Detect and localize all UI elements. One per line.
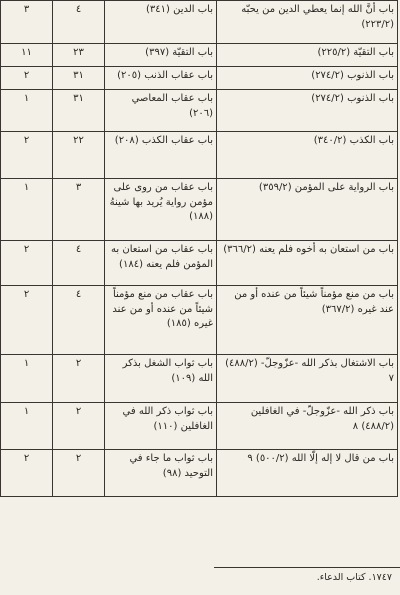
bab-cell: باب عقاب الكذب (٢٠٨) [105, 132, 217, 179]
table-row [1, 286, 398, 355]
number-cell: ٢ [1, 241, 53, 286]
number-cell: ٢ [1, 132, 53, 179]
count-cell: ٢٣ [53, 44, 105, 67]
number-cell: ٣ [1, 1, 53, 44]
table-row [1, 241, 398, 286]
table-row [1, 67, 398, 90]
count-cell: ٣١ [53, 90, 105, 132]
chapter-cell: باب من قال لا إله إلّا الله (٥٠٠/٢) ٩ [217, 450, 398, 497]
number-cell: ١ [1, 403, 53, 450]
number-cell: ١ [1, 90, 53, 132]
chapter-cell: باب ذكر الله -عزّوجلّ- في الغافلين (٤٨٨/٢) ٨ [217, 403, 398, 450]
table-row [1, 1, 398, 44]
chapter-cell: باب أنَّ الله إنما يعطي الدين من يحبّه (٢٢٣/٢) [217, 1, 398, 44]
count-cell: ٢ [53, 355, 105, 403]
footnote-divider [214, 567, 400, 568]
chapter-cell: باب من استعان به أخوه فلم يعنه (٣٦٦/٢) [217, 241, 398, 286]
bab-cell: باب الدين (٣٤١) [105, 1, 217, 44]
bab-cell: باب ثواب الشغل بذكر الله (١٠٩) [105, 355, 217, 403]
table-row [1, 90, 398, 132]
bab-cell: باب عقاب من استعان به المؤمن فلم يعنه (١٨٤) [105, 241, 217, 286]
count-cell: ٣ [53, 179, 105, 241]
bab-cell: باب عقاب المعاصي (٢٠٦) [105, 90, 217, 132]
count-cell: ٢ [53, 450, 105, 497]
bab-cell: باب عقاب الذنب (٢٠٥) [105, 67, 217, 90]
chapter-cell: باب من منع مؤمناً شيئاً من عنده أو من عند غيره (٣٦٧/٢) [217, 286, 398, 355]
number-cell: ١١ [1, 44, 53, 67]
footnote: ١٧٤٧. كتاب الدعاء. [316, 572, 392, 583]
bab-cell: باب عقاب من منع مؤمناً شيئاً من عنده أو من عند غيره (١٨٥) [105, 286, 217, 355]
count-cell: ٤ [53, 1, 105, 44]
number-cell: ٢ [1, 450, 53, 497]
table-row [1, 450, 398, 497]
number-cell: ٢ [1, 286, 53, 355]
chapter-cell: باب الرواية على المؤمن (٣٥٩/٢) [217, 179, 398, 241]
count-cell: ٢٢ [53, 132, 105, 179]
bab-cell: باب ثواب ذكر الله في الغافلين (١١٠) [105, 403, 217, 450]
number-cell: ١ [1, 355, 53, 403]
count-cell: ٤ [53, 286, 105, 355]
chapter-cell: باب الذنوب (٢٧٤/٢) [217, 90, 398, 132]
table-row [1, 132, 398, 179]
chapter-cell: باب الذنوب (٢٧٤/٢) [217, 67, 398, 90]
table-row [1, 355, 398, 403]
table-row [1, 44, 398, 67]
count-cell: ٢ [53, 403, 105, 450]
count-cell: ٣١ [53, 67, 105, 90]
bab-cell: باب التقيّة (٣٩٧) [105, 44, 217, 67]
chapter-cell: باب الكذب (٣٤٠/٢) [217, 132, 398, 179]
number-cell: ٢ [1, 67, 53, 90]
chapter-cell: باب الاشتغال بذكر الله -عزّوجلّ- (٤٨٨/٢) ٧ [217, 355, 398, 403]
bab-cell: باب عقاب من روى على مؤمن رواية يُريد بها شينهُ (١٨٨) [105, 179, 217, 241]
number-cell: ١ [1, 179, 53, 241]
count-cell: ٤ [53, 241, 105, 286]
chapter-cell: باب التقيّة (٢٢٥/٢) [217, 44, 398, 67]
table-row [1, 179, 398, 241]
bab-cell: باب ثواب ما جاء في التوحيد (٩٨) [105, 450, 217, 497]
table-row [1, 403, 398, 450]
